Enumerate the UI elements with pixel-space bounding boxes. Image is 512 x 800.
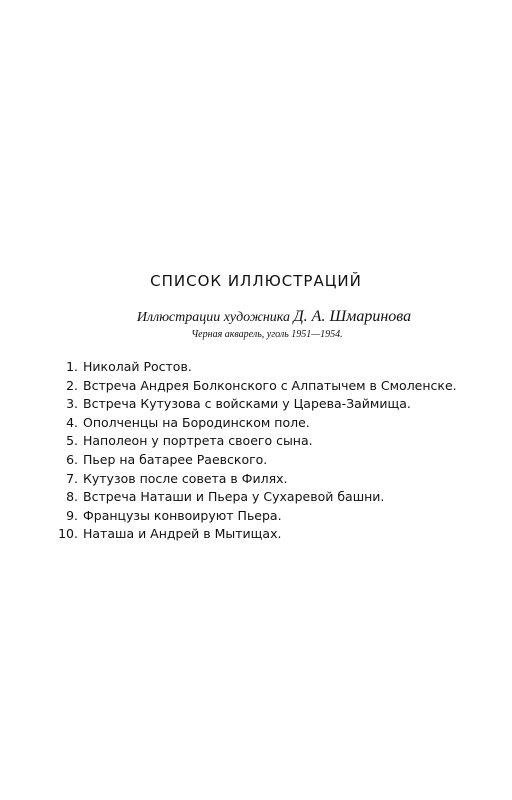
item-number: 3. <box>66 396 78 412</box>
item-number: 10. <box>58 526 78 542</box>
list-item <box>58 358 498 377</box>
list-item <box>58 451 498 470</box>
subtitle-prefix: Иллюстрации художника <box>136 310 290 325</box>
list-item <box>58 395 498 414</box>
item-text: Встреча Кутузова с войсками у Царева-Займища. <box>83 396 411 412</box>
illustrations-subtitle <box>0 309 512 326</box>
item-text: Наташа и Андрей в Мытищах. <box>83 526 282 542</box>
item-number: 9. <box>66 507 78 523</box>
list-item <box>58 414 498 433</box>
list-item <box>58 507 498 526</box>
list-item <box>58 525 498 544</box>
item-number: 5. <box>66 433 78 449</box>
item-text: Пьер на батарее Раевского. <box>83 451 268 467</box>
item-text: Наполеон у портрета своего сына. <box>83 433 313 449</box>
item-number: 1. <box>66 359 78 374</box>
item-text: Николай Ростов. <box>83 359 192 374</box>
item-text: Встреча Наташи и Пьера у Сухаревой башни. <box>83 489 385 505</box>
list-item <box>58 488 498 507</box>
item-text: Кутузов после совета в Филях. <box>83 470 288 486</box>
item-text: Ополченцы на Бородинском поле. <box>83 414 310 430</box>
item-text: Французы конвоируют Пьера. <box>83 507 282 523</box>
medium-note: Черная акварель, уголь 1951—1954. <box>191 329 343 340</box>
item-number: 2. <box>66 377 78 393</box>
list-item <box>58 377 498 396</box>
item-number: 4. <box>66 414 78 430</box>
item-text: Встреча Андрея Болконского с Алпатычем в Смоленске. <box>83 377 457 393</box>
list-item <box>58 470 498 489</box>
page-title: СПИСОК ИЛЛЮСТРАЦИЙ <box>150 272 362 290</box>
item-number: 8. <box>66 489 78 505</box>
artist-name: Д. А. Шмаринова <box>293 308 412 325</box>
illustrations-list <box>58 358 498 544</box>
list-item <box>58 432 498 451</box>
item-number: 7. <box>66 470 78 486</box>
item-number: 6. <box>66 451 78 467</box>
